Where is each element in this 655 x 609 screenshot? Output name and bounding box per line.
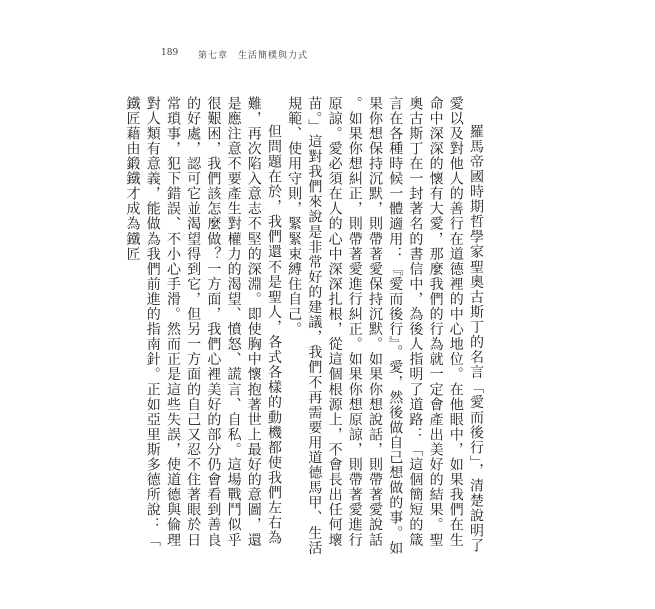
paragraph-1: 羅馬帝國時期哲學家聖奧古斯丁的名言「愛而後行」，清楚說明了愛以及對他人的善行在道德裡的中心地位。在他眼中，如果我們在生命中深深的懷有大愛，那麼我們的行為就一定會產出美好的結果。聖奧古斯丁在一封著名的書信中，為後人指明了道路：「這個簡短的箴言在各種時候一體適用：『愛而後行』。愛，然後做自己想做的事。如果你想保持沉默，則帶著愛保持沉默。如果你想說話，則帶著愛說話。如果你想糾正，則帶著愛進行糾正。如果你想原諒，則帶著愛進行原諒。愛必須在人的心中深深扎根，從這個根源上，不會長出任何壞苗。」這對我們來說是非常好的建議，我們不再需要用道德馬甲、生活規範、使用守則，緊緊束縛住自己。 (286, 96, 484, 556)
vertical-text-column (124, 96, 486, 556)
chapter-title: 第七章 生活簡樸與力式 (198, 51, 309, 61)
body-text (124, 96, 486, 556)
running-header (161, 48, 501, 64)
page-number: 189 (161, 48, 179, 58)
paragraph-2: 但問題在於，我們還不是聖人，各式各樣的動機都使我們左右為難，再次陷入意志不堅的深淵。即使胸中懷抱著世上最好的意圖，還是應注意不要產生對權力的渴望、憤怒、謊言、自私。這場戰鬥似乎很艱困，我們該怎麼做？一方面，我們心裡美好的部分仍會看到善良的好處，認可它並渴望得到它，但另一方面的自己又忍不住著眼於日常瑣事，犯下錯誤、不小心手滑。然而正是這些失誤，使道德與倫理對人類有意義，能做為我們前進的指南針。正如亞里斯多德所說：「鐵匠藉由鍛鐵才成為鐵匠 (124, 96, 282, 548)
